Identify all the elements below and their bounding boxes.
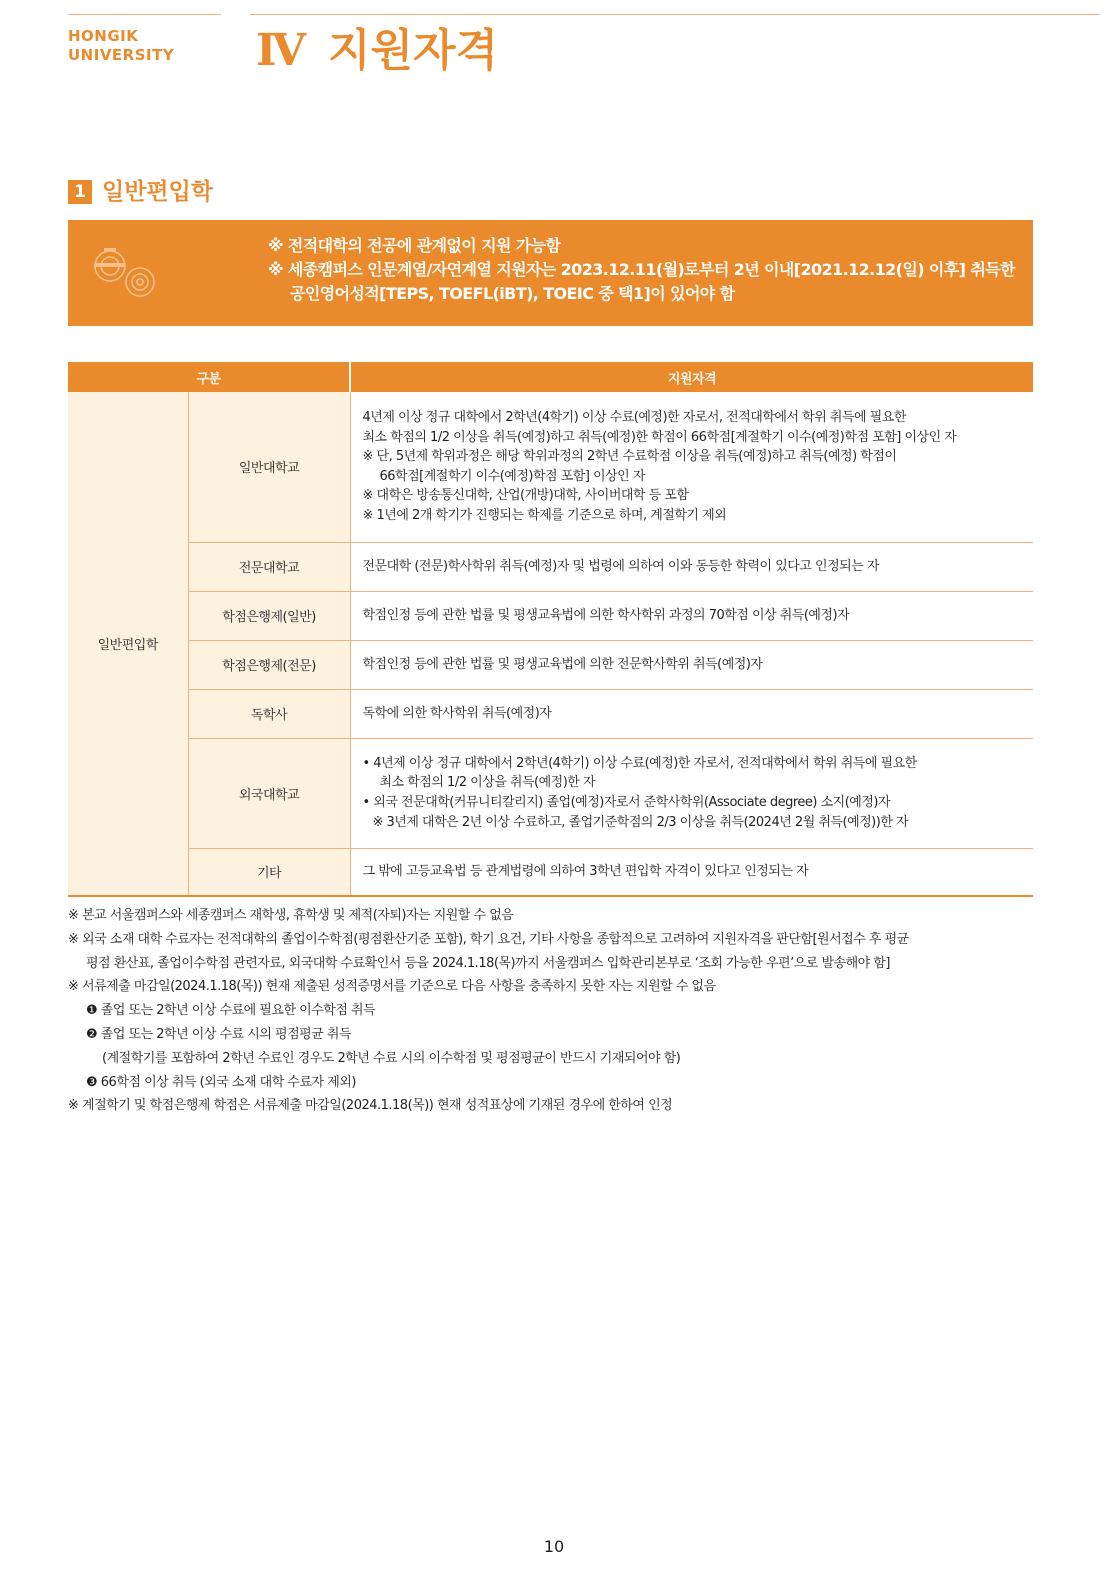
header-rule-right	[250, 14, 1100, 15]
table-row	[68, 689, 1033, 738]
qualification-line: • 4년제 이상 정규 대학에서 2학년(4학기) 이상 수료(예정)한 자로서, 전적대학에서 학위 취득에 필요한	[362, 755, 917, 771]
table-row	[68, 848, 1033, 896]
qualification-line: 4년제 이상 정규 대학에서 2학년(4학기) 이상 수료(예정)한 자로서, 전적대학에서 학위 취득에 필요한	[362, 409, 906, 425]
table-row	[68, 640, 1033, 689]
notice-line-3: 공인영어성적[TEPS, TOEFL(iBT), TOEIC 중 택1]이 있어야 함	[290, 284, 735, 303]
page-number: 10	[543, 1537, 565, 1556]
section-number-badge: 1	[68, 180, 92, 204]
notice-line-2: ※ 세종캠퍼스 인문계열/자연계열 지원자는 2023.12.11(월)로부터 2년 이내[2021.12.12(일) 이후] 취득한	[268, 260, 1015, 279]
qualification-cell: 그 밖에 고등교육법 등 관계법령에 의하여 3학년 편입학 자격이 있다고 인정되는 자	[350, 848, 1033, 896]
table-row	[68, 392, 1033, 542]
decorative-circles-icon	[90, 242, 160, 302]
university-name-line1: HONGIK	[68, 27, 139, 45]
chapter-heading	[256, 22, 498, 80]
qualification-cell: 학점인정 등에 관한 법률 및 평생교육법에 의한 전문학사학위 취득(예정)자	[350, 640, 1033, 689]
table-row	[68, 591, 1033, 640]
category-cell: 외국대학교	[188, 738, 350, 848]
chapter-number: Ⅳ	[256, 25, 302, 76]
university-name-line2: UNIVERSITY	[68, 46, 175, 64]
category-cell: 독학사	[188, 689, 350, 738]
qualification-line: • 외국 전문대학(커뮤니티칼리지) 졸업(예정)자로서 준학사학위(Associate degree) 소지(예정)자	[362, 795, 891, 810]
qualification-line: 최소 학점의 1/2 이상을 취득(예정)한 자	[379, 775, 596, 791]
footnote-line: ❶ 졸업 또는 2학년 이상 수료에 필요한 이수학점 취득	[86, 1003, 376, 1019]
footnote-line: ❷ 졸업 또는 2학년 이상 수료 시의 평점평균 취득	[86, 1026, 352, 1042]
footnote-line: ❸ 66학점 이상 취득 (외국 소재 대학 수료자 제외)	[86, 1074, 356, 1090]
footnote-line: ※ 계절학기 및 학점은행제 학점은 서류제출 마감일(2024.1.18(목)) 현재 성적표상에 기재된 경우에 한하여 인정	[68, 1098, 673, 1114]
footnote-line: ※ 서류제출 마감일(2024.1.18(목)) 현재 제출된 성적증명서를 기준으로 다음 사항을 충족하지 못한 자는 지원할 수 없음	[68, 979, 716, 995]
qualification-table	[68, 362, 1033, 897]
header-rule-left	[68, 14, 221, 15]
header-qualification: 지원자격	[350, 362, 1033, 392]
section-heading	[68, 178, 213, 206]
qualification-line: 최소 학점의 1/2 이상을 취득(예정)하고 취득(예정)한 학점이 66학점[계절학기 이수(예정)학점 포함] 이상인 자	[362, 429, 957, 445]
qualification-line: ※ 3년제 대학은 2년 이상 수료하고, 졸업기준학점의 2/3 이상을 취득(2024년 2월 취득(예정))한 자	[372, 814, 909, 830]
qualification-cell	[350, 738, 1033, 848]
table-row	[68, 542, 1033, 591]
qualification-line: 66학점[계절학기 이수(예정)학점 포함] 이상인 자	[379, 468, 645, 484]
chapter-title: 지원자격	[327, 25, 498, 76]
group-label: 일반편입학	[68, 392, 188, 896]
section-title: 일반편입학	[102, 179, 214, 205]
category-cell: 학점은행제(일반)	[188, 591, 350, 640]
university-logo-text	[68, 27, 174, 65]
header-category: 구분	[68, 362, 350, 392]
footnote-line: ※ 본교 서울캠퍼스와 세종캠퍼스 재학생, 휴학생 및 제적(자퇴)자는 지원할 수 없음	[68, 908, 514, 923]
category-cell: 기타	[188, 848, 350, 896]
footnotes	[68, 904, 1048, 1118]
qualification-line: ※ 대학은 방송통신대학, 산업(개방)대학, 사이버대학 등 포함	[362, 488, 689, 504]
qualification-line: ※ 1년에 2개 학기가 진행되는 학제를 기준으로 하며, 계절학기 제외	[362, 507, 727, 523]
qualification-cell: 독학에 의한 학사학위 취득(예정)자	[350, 689, 1033, 738]
category-cell: 일반대학교	[188, 392, 350, 542]
notice-line-1: ※ 전적대학의 전공에 관계없이 지원 가능함	[268, 236, 561, 255]
qualification-cell: 학점인정 등에 관한 법률 및 평생교육법에 의한 학사학위 과정의 70학점 이상 취득(예정)자	[350, 591, 1033, 640]
footnote-line: 평점 환산표, 졸업이수학점 관련자료, 외국대학 수료확인서 등을 2024.1.18(목)까지 서울캠퍼스 입학관리본부로 ‘조회 가능한 우편’으로 발송해야 함]	[86, 955, 890, 971]
qualification-cell: 전문대학 (전문)학사학위 취득(예정)자 및 법령에 의하여 이와 동등한 학력이 있다고 인정되는 자	[350, 542, 1033, 591]
notice-banner	[68, 220, 1033, 326]
footnote-line: ※ 외국 소재 대학 수료자는 전적대학의 졸업이수학점(평점환산기준 포함), 학기 요건, 기타 사항을 종합적으로 고려하여 지원자격을 판단함[원서접수 후 평균	[68, 931, 909, 947]
table-row	[68, 738, 1033, 848]
qualification-cell	[350, 392, 1033, 542]
qualification-line: ※ 단, 5년제 학위과정은 해당 학위과정의 2학년 수료학점 이상을 취득(예정)하고 취득(예정) 학점이	[362, 449, 897, 465]
category-cell: 전문대학교	[188, 542, 350, 591]
category-cell: 학점은행제(전문)	[188, 640, 350, 689]
footnote-line: (계절학기를 포함하여 2학년 수료인 경우도 2학년 수료 시의 이수학점 및 평점평균이 반드시 기재되어야 함)	[102, 1050, 681, 1066]
